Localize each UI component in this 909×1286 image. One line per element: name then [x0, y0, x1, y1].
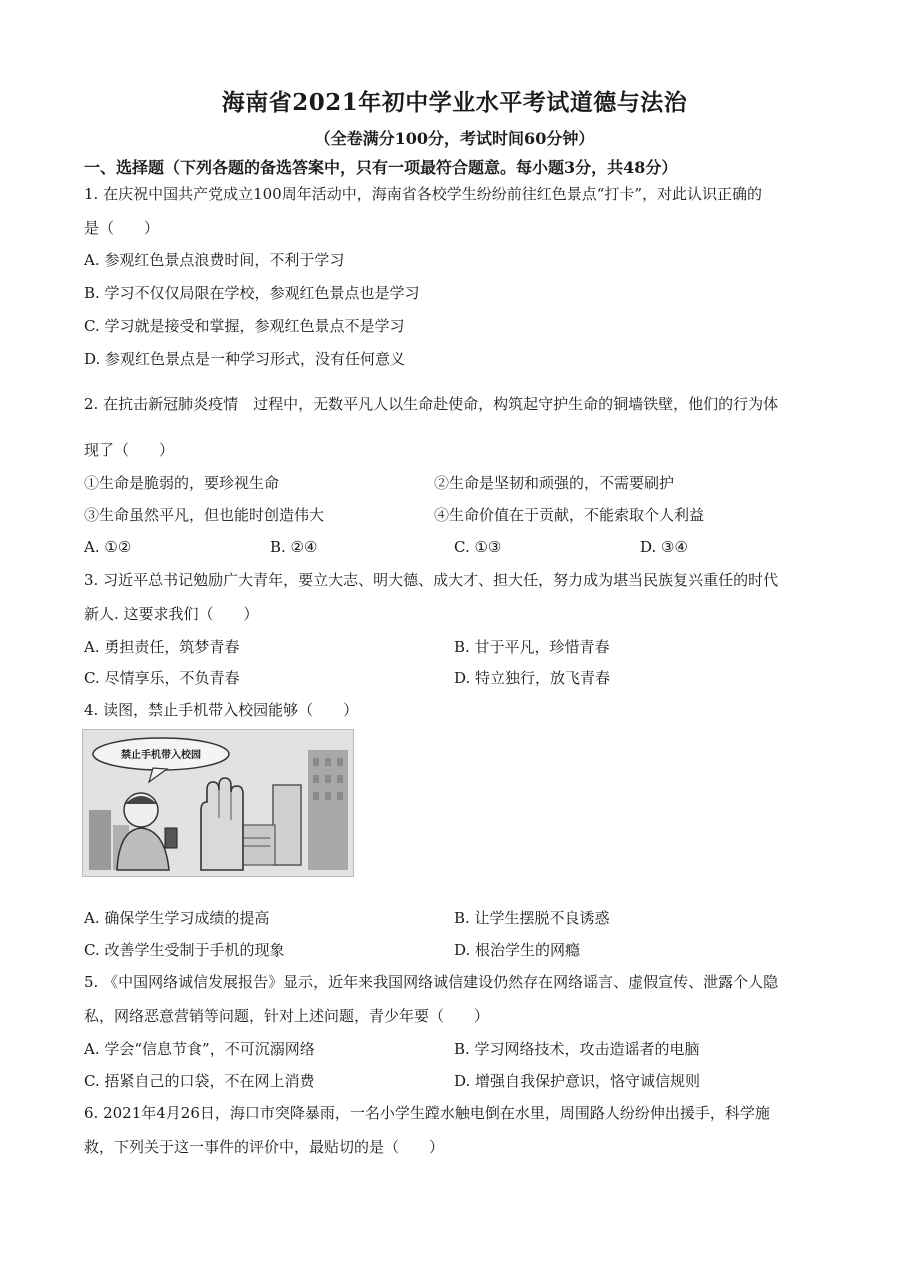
q1-option-b: B. 学习不仅仅局限在学校，参观红色景点也是学习 — [84, 284, 420, 302]
q2-statement-1: ①生命是脆弱的，要珍视生命 — [84, 474, 280, 492]
q1-stem-line1: 1. 在庆祝中国共产党成立100周年活动中，海南省各校学生纷纷前往红色景点“打卡”，对此认识正确的 — [84, 185, 763, 203]
q2-option-b: B. ②④ — [270, 538, 318, 556]
q3-stem-line1: 3. 习近平总书记勉励广大青年，要立大志、明大德、成大才、担大任，努力成为堪当民族复兴重任的时代 — [84, 571, 779, 589]
q4-option-d: D. 根治学生的网瘾 — [454, 941, 581, 959]
q3-option-b: B. 甘于平凡，珍惜青春 — [454, 638, 610, 656]
q2-statement-2: ②生命是坚韧和顽强的，不需要刷护 — [434, 474, 675, 492]
q1-option-a: A. 参观红色景点浪费时间，不利于学习 — [84, 251, 345, 269]
exam-subtitle: （全卷满分100分，考试时间60分钟） — [314, 129, 595, 148]
q1-option-c: C. 学习就是接受和掌握，参观红色景点不是学习 — [84, 317, 405, 335]
section-heading: 一、选择题（下列各题的备选答案中，只有一项最符合题意。每小题3分，共48分） — [84, 158, 678, 177]
q4-option-a: A. 确保学生学习成绩的提高 — [84, 909, 270, 927]
q5-option-d: D. 增强自我保护意识，恪守诚信规则 — [454, 1072, 701, 1090]
q6-stem-line2: 救，下列关于这一事件的评价中，最贴切的是（ ） — [84, 1138, 445, 1156]
q5-stem-line1: 5. 《中国网络诚信发展报告》显示，近年来我国网络诚信建设仍然存在网络谣言、虚假宣传、泄露个人隐 — [84, 973, 779, 991]
q4-option-c: C. 改善学生受制于手机的现象 — [84, 941, 285, 959]
q5-option-b: B. 学习网络技术，攻击造谣者的电脑 — [454, 1040, 700, 1058]
q5-option-a: A. 学会“信息节食”，不可沉溺网络 — [84, 1040, 315, 1058]
q3-option-c: C. 尽情享乐，不负青春 — [84, 669, 240, 687]
q2-option-a: A. ①② — [84, 538, 132, 556]
q4-cartoon-figure — [82, 729, 354, 877]
q4-stem: 4. 读图，禁止手机带入校园能够（ ） — [84, 701, 359, 719]
exam-title: 海南省2021年初中学业水平考试道德与法治 — [221, 89, 688, 116]
q6-stem-line1: 6. 2021年4月26日，海口市突降暴雨，一名小学生蹚水触电倒在水里，周围路人纷纷伸出援手，科学施 — [84, 1104, 770, 1122]
q1-stem-line2: 是（ ） — [84, 219, 160, 237]
q4-option-b: B. 让学生摆脱不良诱惑 — [454, 909, 610, 927]
q4-figure-caption: 禁止手机带入校园 — [121, 750, 201, 761]
q2-statement-4: ④生命价值在于贡献，不能索取个人利益 — [434, 506, 705, 524]
q3-option-a: A. 勇担责任，筑梦青春 — [84, 638, 240, 656]
q2-stem-line2: 现了（ ） — [84, 441, 175, 459]
q5-option-c: C. 捂紧自己的口袋，不在网上消费 — [84, 1072, 315, 1090]
q1-option-d: D. 参观红色景点是一种学习形式，没有任何意义 — [84, 350, 406, 368]
q3-option-d: D. 特立独行，放飞青春 — [454, 669, 611, 687]
q3-stem-line2: 新人. 这要求我们（ ） — [84, 605, 259, 623]
q2-statement-3: ③生命虽然平凡，但也能时创造伟大 — [84, 506, 325, 524]
q5-stem-line2: 私，网络恶意营销等问题，针对上述问题，青少年要（ ） — [84, 1007, 490, 1025]
q2-option-d: D. ③④ — [640, 538, 688, 556]
q2-stem-line1: 2. 在抗击新冠肺炎疫情 过程中，无数平凡人以生命赴使命，构筑起守护生命的铜墙铁壁，他们的行为体 — [84, 395, 779, 413]
q2-option-c: C. ①③ — [454, 538, 502, 556]
